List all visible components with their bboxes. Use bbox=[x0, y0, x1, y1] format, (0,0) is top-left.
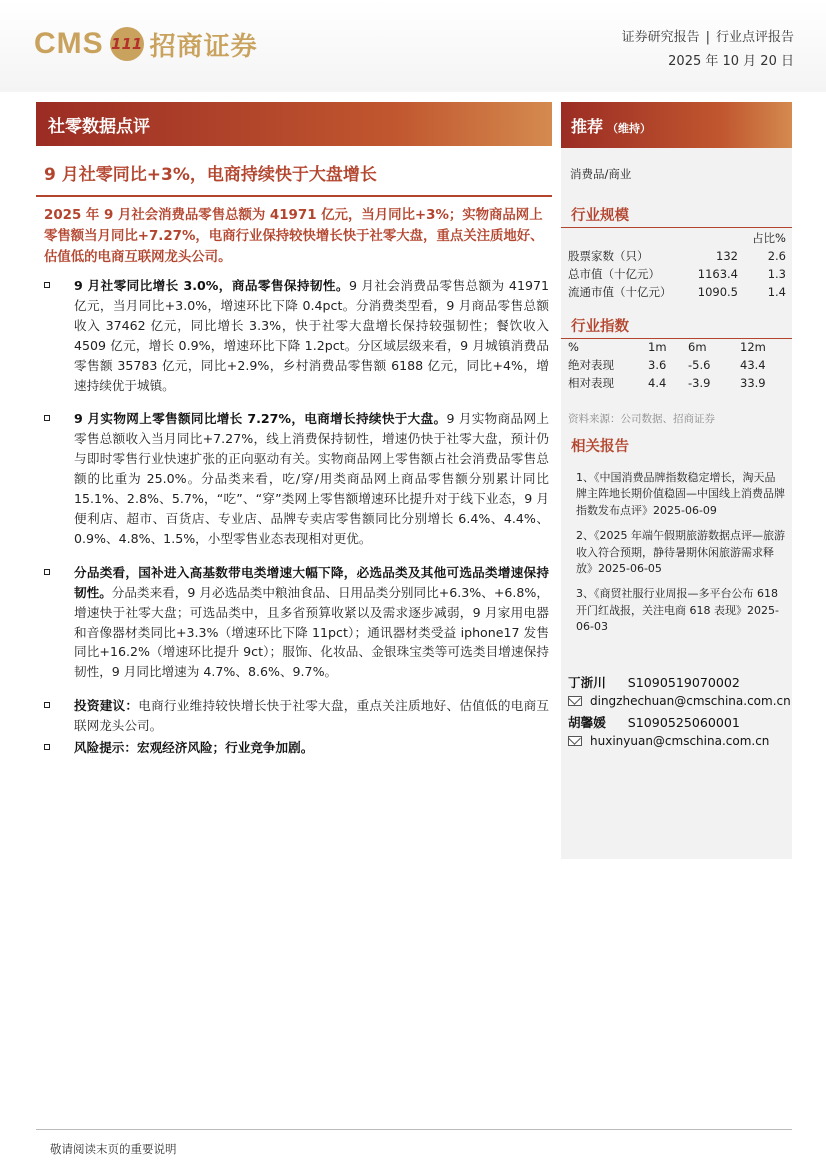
logo-latin: CMS bbox=[34, 27, 104, 60]
table-cell: 占比% bbox=[752, 231, 786, 245]
table-cell: 绝对表现 bbox=[568, 358, 614, 372]
related-title: 相关报告 bbox=[571, 439, 629, 455]
analyst-1-email[interactable] bbox=[568, 694, 791, 708]
analyst-2-email[interactable] bbox=[568, 734, 769, 748]
table-row bbox=[568, 283, 786, 301]
bullet-lead: 9 月社零同比增长 3.0%，商品零售保持韧性。 bbox=[74, 278, 349, 293]
logo-chinese: 招商证券 bbox=[149, 31, 258, 62]
table-cell: 43.4 bbox=[740, 358, 766, 372]
mail-icon bbox=[568, 696, 582, 706]
rating-sub: （维持） bbox=[607, 122, 652, 135]
bullet-item bbox=[44, 276, 549, 395]
footer-divider bbox=[36, 1129, 792, 1130]
table-row bbox=[568, 356, 778, 374]
index-title-bar bbox=[561, 311, 792, 339]
table-cell: -3.9 bbox=[688, 376, 711, 390]
analyst-2 bbox=[568, 712, 740, 731]
table-row bbox=[568, 247, 786, 265]
headline-divider bbox=[36, 195, 552, 197]
bullet-list bbox=[44, 276, 549, 758]
analyst-id: S1090519070002 bbox=[627, 675, 740, 690]
scale-title: 行业规模 bbox=[571, 208, 629, 224]
table-cell: 3.6 bbox=[648, 358, 667, 372]
industry-label: 消费品/商业 bbox=[570, 167, 632, 181]
logo-badge-icon: 111 bbox=[110, 27, 144, 61]
table-row bbox=[568, 374, 778, 392]
table-cell: 流通市值（十亿元） bbox=[568, 285, 672, 299]
section-title-bar bbox=[36, 102, 552, 146]
table-cell: 股票家数（只） bbox=[568, 249, 649, 263]
report-meta: 证券研究报告 | 行业点评报告 2025 年 10 月 20 日 bbox=[622, 26, 794, 74]
table-cell: 相对表现 bbox=[568, 376, 614, 390]
checkbox-bullet-icon bbox=[44, 415, 50, 421]
analyst-id: S1090525060001 bbox=[627, 715, 740, 730]
table-header-row bbox=[568, 338, 778, 356]
related-reports bbox=[574, 470, 786, 645]
table-row bbox=[568, 265, 786, 283]
bullet-lead: 分品类看，国补进入高基数带电类增速大幅下降，必选品类及其他可选品类增速保持韧性。 bbox=[74, 564, 549, 600]
table-cell: 1m bbox=[648, 340, 667, 354]
rating-bar bbox=[561, 102, 792, 148]
bullet-item bbox=[44, 696, 549, 736]
summary: 2025 年 9 月社会消费品零售总额为 41971 亿元，当月同比+3%；实物商品网上零售额当月同比+7.27%，电商行业保持较快增长快于社零大盘，重点关注质地好、估值低的电商互联网龙头公司。 bbox=[44, 208, 544, 265]
bullet-text: 9 月社会消费品零售总额为 41971 亿元，当月同比+3.0%，增速环比下降 0.4pct。分消费类型看，9 月商品零售总额收入 37462 亿元，同比增长 3.3%，快于社零大盘增长保持较强韧性；餐饮收入 4509 亿元，增长 0.9%，增速环比下降 1.2pct。分区域层级来看，9 月城镇消费品零售额 35783 亿元，同比+2.9%，乡村消费品零售额 6188 亿元，同比+4%，增速持续优于城镇。 bbox=[74, 278, 549, 393]
table-cell: 33.9 bbox=[740, 376, 766, 390]
bullet-item bbox=[44, 409, 549, 548]
headline: 9 月社零同比+3%，电商持续快于大盘增长 bbox=[44, 165, 377, 185]
index-table bbox=[568, 338, 778, 392]
table-cell: 总市值（十亿元） bbox=[568, 267, 660, 281]
table-cell: 1090.5 bbox=[697, 285, 738, 299]
checkbox-bullet-icon bbox=[44, 569, 50, 575]
table-cell: 1163.4 bbox=[697, 267, 738, 281]
section-title: 社零数据点评 bbox=[48, 117, 150, 137]
report-date: 2025 年 10 月 20 日 bbox=[668, 54, 794, 69]
related-report-link[interactable]: 3、《商贸社服行业周报—多平台公布 618 开门红战报，关注电商 618 表现》2025-06-03 bbox=[576, 587, 779, 634]
company-logo bbox=[34, 22, 258, 66]
bullet-text: 9 月实物商品网上零售总额收入当月同比+7.27%，线上消费保持韧性，增速仍快于社零大盘，预计仍与即时零售行业快速扩张的正向驱动有关。实物商品网上零售额占社会消费品零售总额的比重为 25.0%。分品类来看，吃/穿/用类商品网上商品零售额分别累计同比 15.1%、2.8%、5.7%，“吃”、“穿”类网上零售额增速环比提升对于线下业态，9 月便利店、超市、百货店、专业店、品牌专卖店零售额同比分别增长 6.4%、4.4%、0.9%、4.8%、1.5%，小型零售业态表现相对更优。 bbox=[74, 411, 549, 546]
report-type: 证券研究报告 bbox=[621, 30, 700, 45]
table-cell: 2.6 bbox=[767, 249, 786, 263]
email-address: dingzhechuan@cmschina.com.cn bbox=[590, 694, 791, 708]
index-title: 行业指数 bbox=[571, 319, 629, 335]
table-cell: % bbox=[568, 340, 579, 354]
footer-notice: 敬请阅读末页的重要说明 bbox=[50, 1142, 177, 1156]
bullet-text: 电商行业维持较快增长快于社零大盘，重点关注质地好、估值低的电商互联网龙头公司。 bbox=[74, 698, 550, 734]
table-cell: -5.6 bbox=[688, 358, 711, 372]
table-cell bbox=[680, 229, 738, 247]
analyst-name: 胡馨媛 bbox=[568, 715, 606, 730]
data-source: 资料来源：公司数据、招商证券 bbox=[568, 413, 715, 425]
checkbox-bullet-icon bbox=[44, 702, 50, 708]
analyst-1 bbox=[568, 672, 740, 691]
bullet-lead: 投资建议： bbox=[74, 698, 139, 714]
table-cell: 4.4 bbox=[648, 376, 667, 390]
table-cell bbox=[568, 229, 680, 247]
report-subtype: 行业点评报告 bbox=[715, 30, 794, 45]
checkbox-bullet-icon bbox=[44, 282, 50, 288]
bullet-lead: 风险提示：宏观经济风险；行业竞争加剧。 bbox=[74, 740, 314, 756]
mail-icon bbox=[568, 736, 582, 746]
scale-table bbox=[568, 229, 786, 301]
email-address: huxinyuan@cmschina.com.cn bbox=[590, 734, 770, 748]
table-cell: 6m bbox=[688, 340, 707, 354]
table-header-row bbox=[568, 229, 786, 247]
rating: 推荐 （维持） bbox=[571, 117, 652, 136]
checkbox-bullet-icon bbox=[44, 744, 50, 750]
table-cell: 1.4 bbox=[767, 285, 786, 299]
table-cell: 12m bbox=[740, 340, 766, 354]
related-title-bar bbox=[561, 431, 792, 459]
related-report-link[interactable]: 2、《2025 年端午假期旅游数据点评—旅游收入符合预期，静待暑期休闲旅游需求释放》2025-06-05 bbox=[576, 529, 785, 576]
bullet-text: 分品类来看，9 月必选品类中粮油食品、日用品类分别同比+6.3%、+6.8%，增速快于社零大盘；可选品类中，且多省预算收紧以及需求逐步减弱，9 月家用电器和音像器材类同比+3.3%（增速环比下降 11pct）；通讯器材类受益 iphone17 发售 同比+16.2%（增速环比提升 9ct）；服饰、化妆品、金银珠宝类等可选类目增速保持韧性，9 月同比增速为 4.7%、8.6%、9.7%。 bbox=[74, 584, 549, 680]
bullet-item bbox=[44, 563, 549, 682]
bullet-lead: 9 月实物网上零售额同比增长 7.27%，电商增长持续快于大盘。 bbox=[74, 411, 447, 427]
analyst-name: 丁浙川 bbox=[568, 675, 606, 690]
table-cell: 132 bbox=[716, 249, 738, 263]
table-cell: 1.3 bbox=[767, 267, 786, 281]
related-report-link[interactable]: 1、《中国消费品牌指数稳定增长，淘天品牌主阵地长期价值稳固—中国线上消费品牌指数发布点评》2025-06-09 bbox=[576, 471, 785, 517]
scale-title-bar bbox=[561, 200, 792, 228]
bullet-item bbox=[44, 738, 549, 758]
